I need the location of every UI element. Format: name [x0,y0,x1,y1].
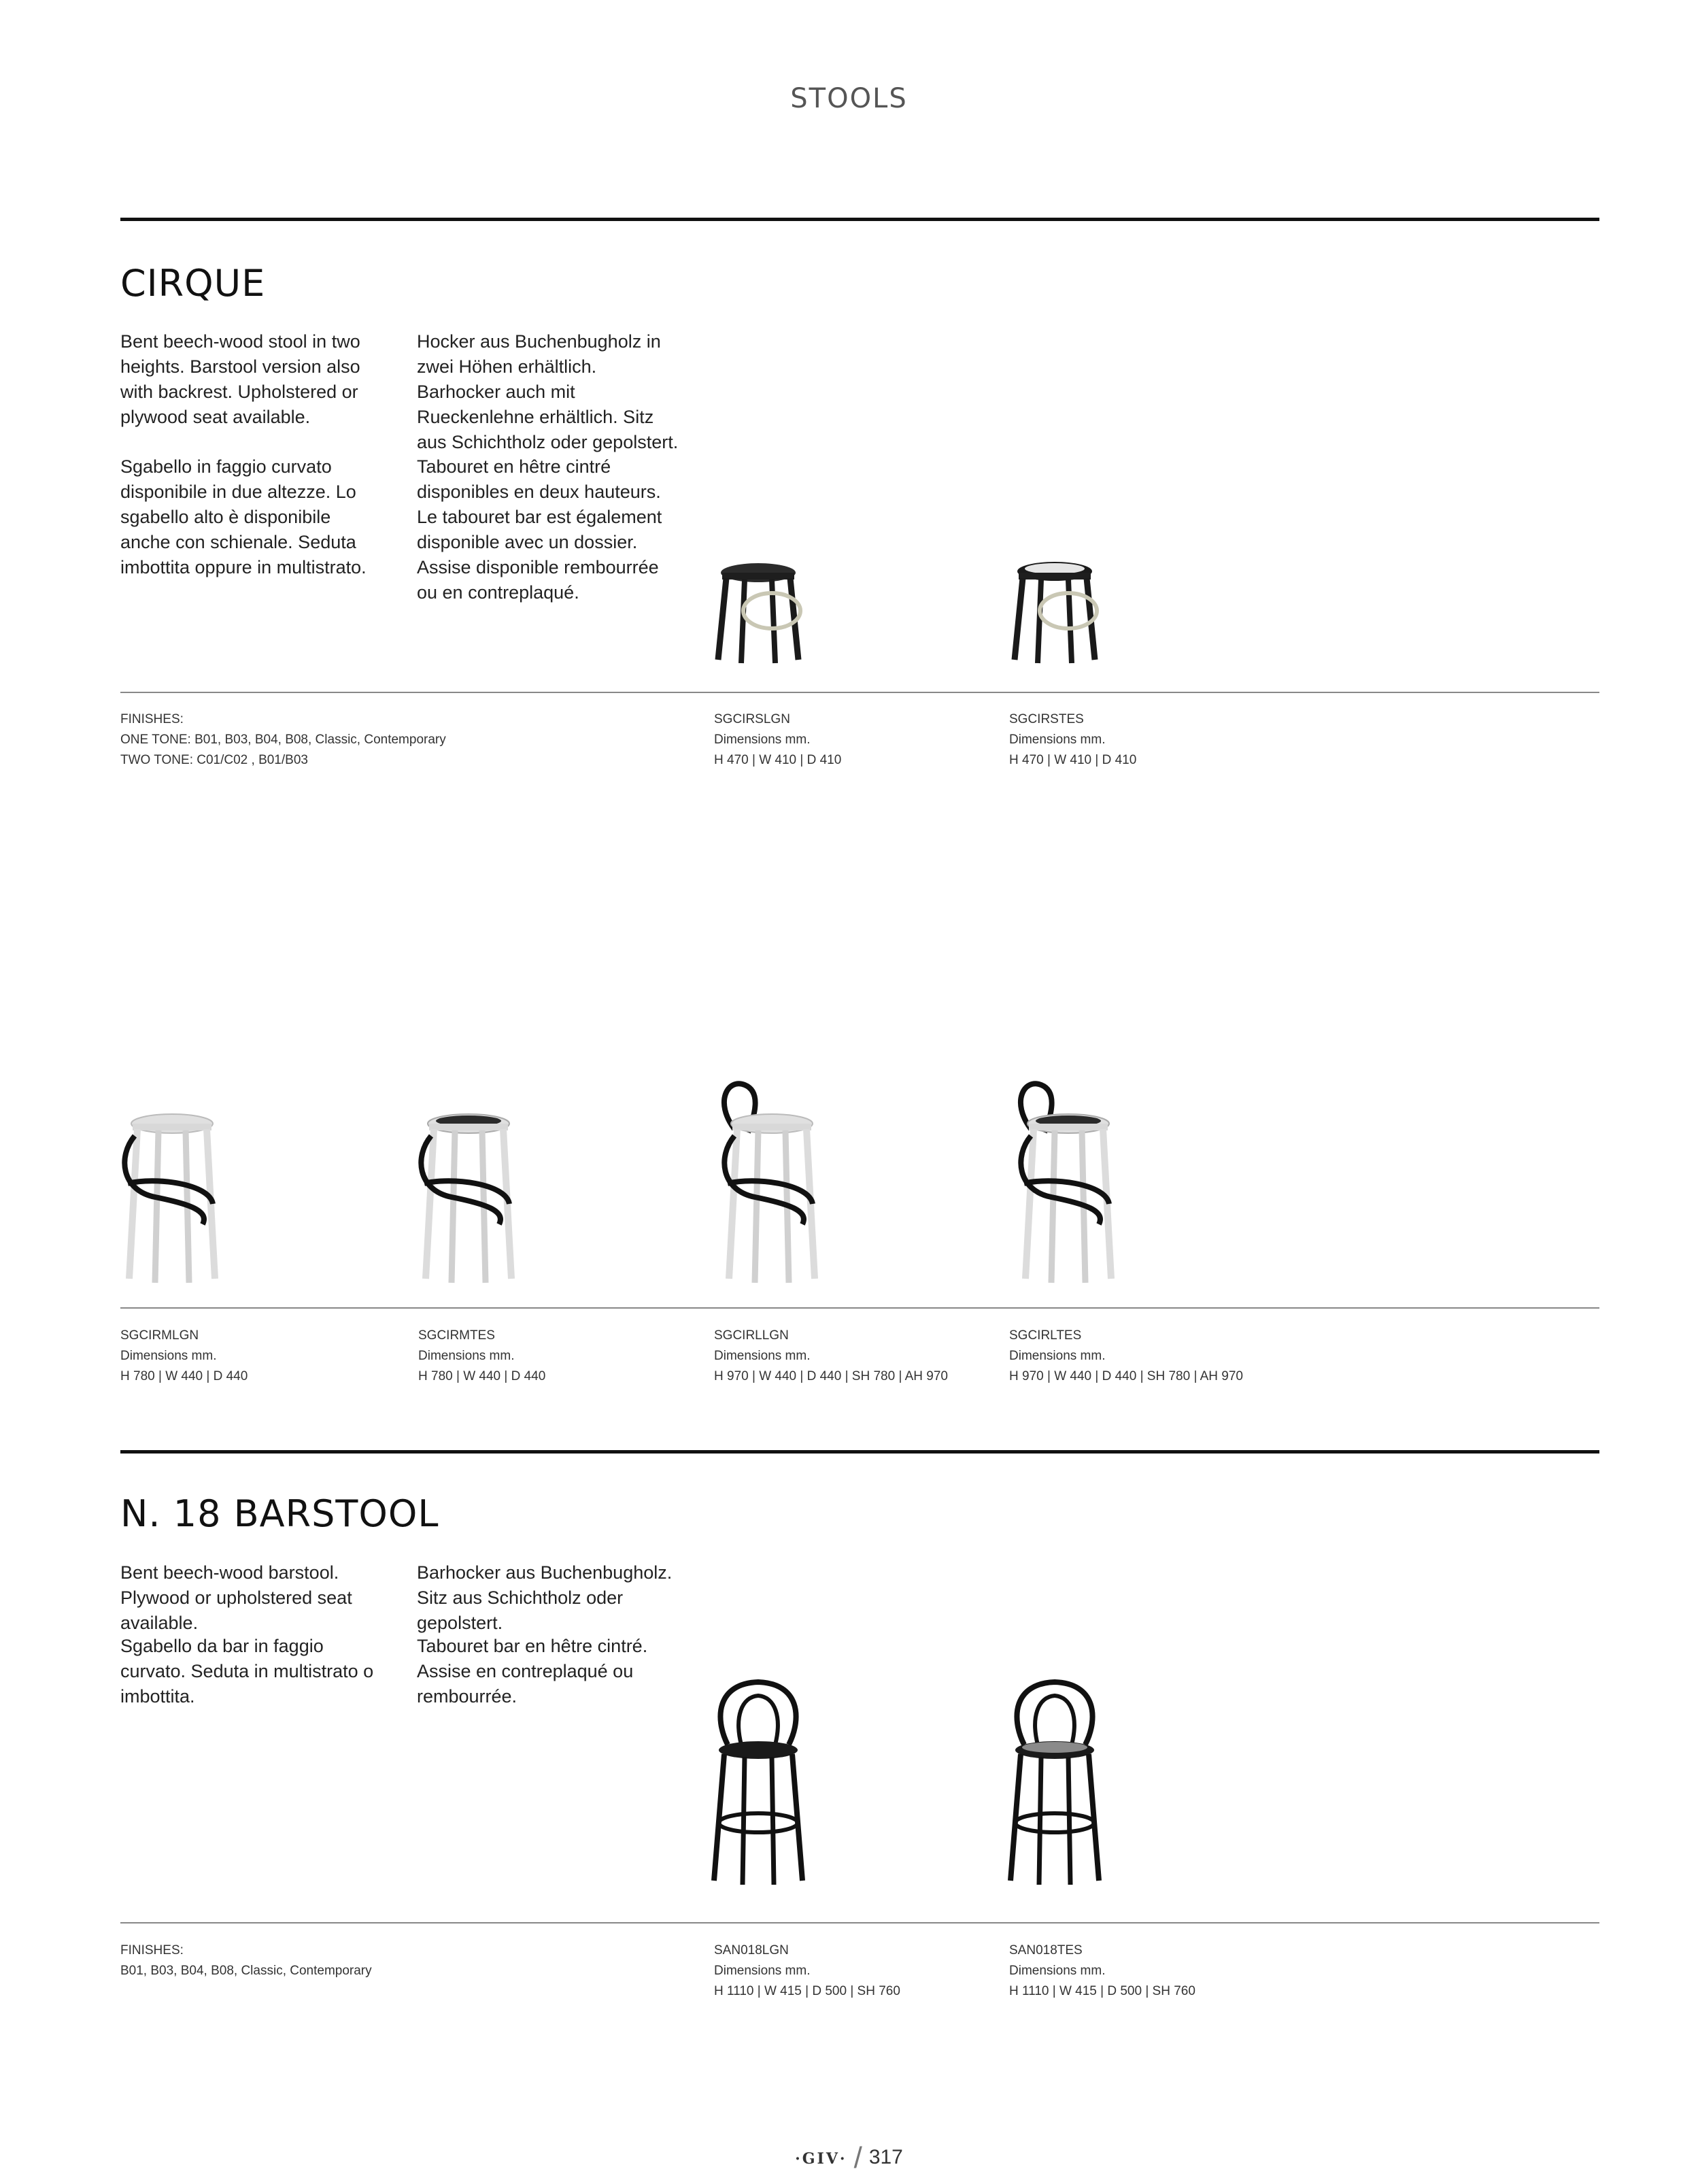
finishes-one-tone: ONE TONE: B01, B03, B04, B08, Classic, Contemporary [120,733,446,747]
finishes-label: FINISHES: [120,1943,184,1958]
finishes-block [120,1941,372,1981]
product-spec-sgcirllgn [714,1326,948,1387]
dimensions-value: H 780 | W 440 | D 440 [418,1369,546,1383]
product-image-san018tes [1004,1677,1106,1887]
description-it: Sgabello in faggio curvato disponibile in due altezze. Lo sgabello alto è disponibile anche con schienale. Seduta imbottita oppure in multistrato. [120,456,367,577]
dimensions-value: H 470 | W 410 | D 410 [1009,753,1137,767]
section-divider [120,218,1599,221]
product-image-sgcirstes [1004,558,1106,667]
finishes-block [120,709,446,771]
product-code: SGCIRLTES [1009,1328,1082,1343]
section-title-n18-barstool: N. 18 BARSTOOL [120,1492,439,1535]
dimensions-label: Dimensions mm. [714,1349,811,1363]
product-code: SGCIRLLGN [714,1328,789,1343]
description-fr: Tabouret en hêtre cintré disponibles en deux hauteurs. Le tabouret bar est également disponible avec un dossier. Assise disponible rembourrée ou en contreplaqué. [417,456,662,603]
section-title-cirque: CIRQUE [120,262,266,305]
product-spec-sgcirmtes [418,1326,545,1387]
product-spec-san018tes [1009,1941,1195,2002]
product-image-sgcirslgn [707,558,809,667]
finishes-label: FINISHES: [120,712,184,726]
product-spec-sgcirstes [1009,709,1136,771]
finishes-two-tone: TWO TONE: C01/C02 , B01/B03 [120,753,308,767]
product-code: SGCIRMLGN [120,1328,199,1343]
dimensions-value: H 970 | W 440 | D 440 | SH 780 | AH 970 [714,1369,948,1383]
product-code: SGCIRMTES [418,1328,495,1343]
dimensions-value: H 1110 | W 415 | D 500 | SH 760 [714,1984,900,1998]
page-footer [0,2141,1698,2175]
dimensions-label: Dimensions mm. [120,1349,217,1363]
dimensions-value: H 970 | W 440 | D 440 | SH 780 | AH 970 [1009,1369,1243,1383]
row-divider [120,1922,1599,1923]
dimensions-label: Dimensions mm. [418,1349,515,1363]
product-code: SGCIRSTES [1009,712,1084,726]
description-fr: Tabouret bar en hêtre cintré. Assise en contreplaqué ou rembourrée. [417,1636,648,1707]
product-spec-san018lgn [714,1941,900,2002]
dimensions-label: Dimensions mm. [714,733,811,747]
dimensions-label: Dimensions mm. [1009,1349,1106,1363]
product-image-sgcirllgn [707,1075,830,1286]
product-image-sgcirmtes [411,1109,520,1286]
dimensions-label: Dimensions mm. [1009,733,1106,747]
description-it: Sgabello da bar in faggio curvato. Seduta in multistrato o imbottita. [120,1636,374,1707]
product-spec-sgcirmlgn [120,1326,248,1387]
dimensions-value: H 470 | W 410 | D 410 [714,753,842,767]
separator: / [853,2141,862,2174]
product-spec-sgcirltes [1009,1326,1243,1387]
brand-logo: ·GIV· [795,2150,847,2168]
product-code: SAN018LGN [714,1943,789,1958]
dimensions-label: Dimensions mm. [714,1964,811,1978]
description-en: Bent beech-wood stool in two heights. Barstool version also with backrest. Upholstered or plywood seat available. [120,331,360,427]
product-spec-sgcirslgn [714,709,841,771]
dimensions-label: Dimensions mm. [1009,1964,1106,1978]
row-divider [120,692,1599,693]
description-en: Bent beech-wood barstool. Plywood or upholstered seat available. [120,1562,352,1633]
page-number: 317 [868,2146,903,2168]
product-image-san018lgn [707,1677,809,1887]
product-code: SAN018TES [1009,1943,1083,1958]
dimensions-value: H 780 | W 440 | D 440 [120,1369,248,1383]
product-code: SGCIRSLGN [714,712,790,726]
description-de: Barhocker aus Buchenbugholz. Sitz aus Schichtholz oder gepolstert. [417,1562,673,1633]
row-divider [120,1307,1599,1309]
section-divider [120,1450,1599,1454]
product-image-sgcirltes [1004,1075,1126,1286]
product-image-sgcirmlgn [114,1109,223,1286]
dimensions-value: H 1110 | W 415 | D 500 | SH 760 [1009,1984,1195,1998]
page-header-title: STOOLS [790,83,908,114]
description-de: Hocker aus Buchenbugholz in zwei Höhen erhältlich. Barhocker auch mit Rueckenlehne erhältlich. Sitz aus Schichtholz oder gepolstert. [417,331,679,452]
finishes-values: B01, B03, B04, B08, Classic, Contemporary [120,1964,372,1978]
